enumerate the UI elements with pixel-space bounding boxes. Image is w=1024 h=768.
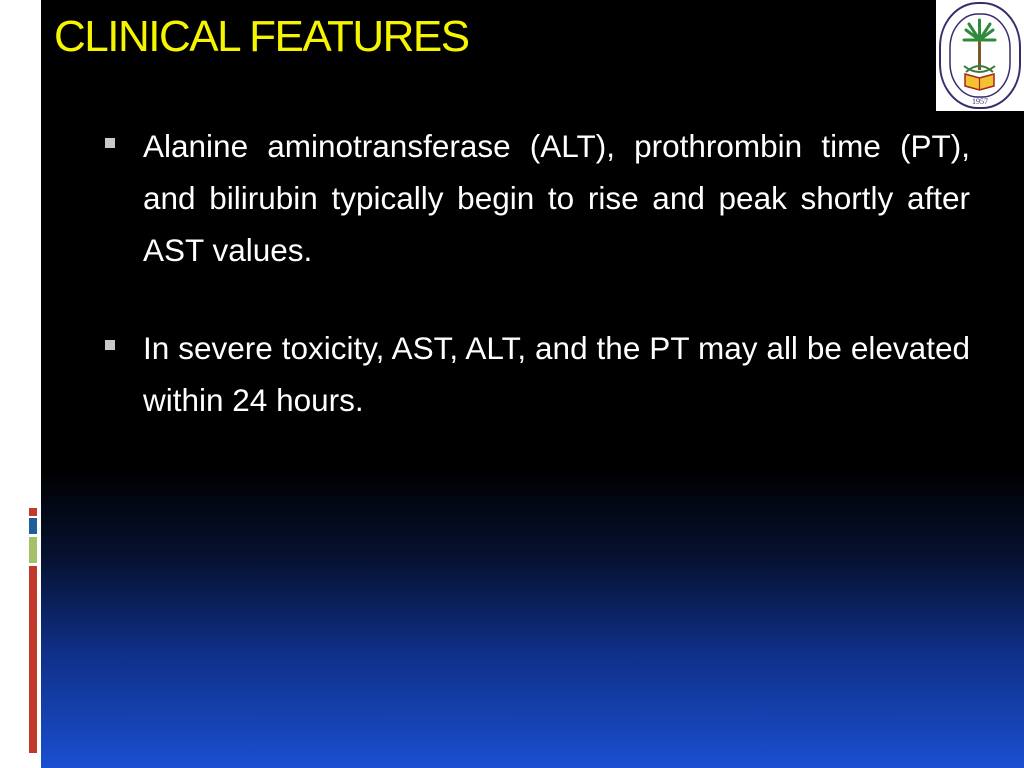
- bullet-list: [105, 120, 970, 472]
- square-bullet-icon: [105, 340, 115, 350]
- bullet-text: In severe toxicity, AST, ALT, and the PT may all be elevated within 24 hours.: [143, 330, 970, 418]
- bullet-text: Alanine aminotransferase (ALT), prothrombin time (PT), and bilirubin typically begin to rise and peak shortly after AST values.: [143, 128, 970, 268]
- decor-bar-blue: [29, 518, 37, 534]
- slide-title: CLINICAL FEATURES: [54, 12, 469, 61]
- decor-bar-red-top: [29, 508, 37, 516]
- logo-year: 1957: [972, 97, 988, 106]
- university-seal-logo: [936, 0, 1024, 111]
- bullet-item: [105, 322, 970, 426]
- square-bullet-icon: [105, 138, 115, 148]
- bullet-item: [105, 120, 970, 276]
- decor-bar-red-long: [29, 566, 37, 753]
- decor-bar-green: [29, 537, 37, 563]
